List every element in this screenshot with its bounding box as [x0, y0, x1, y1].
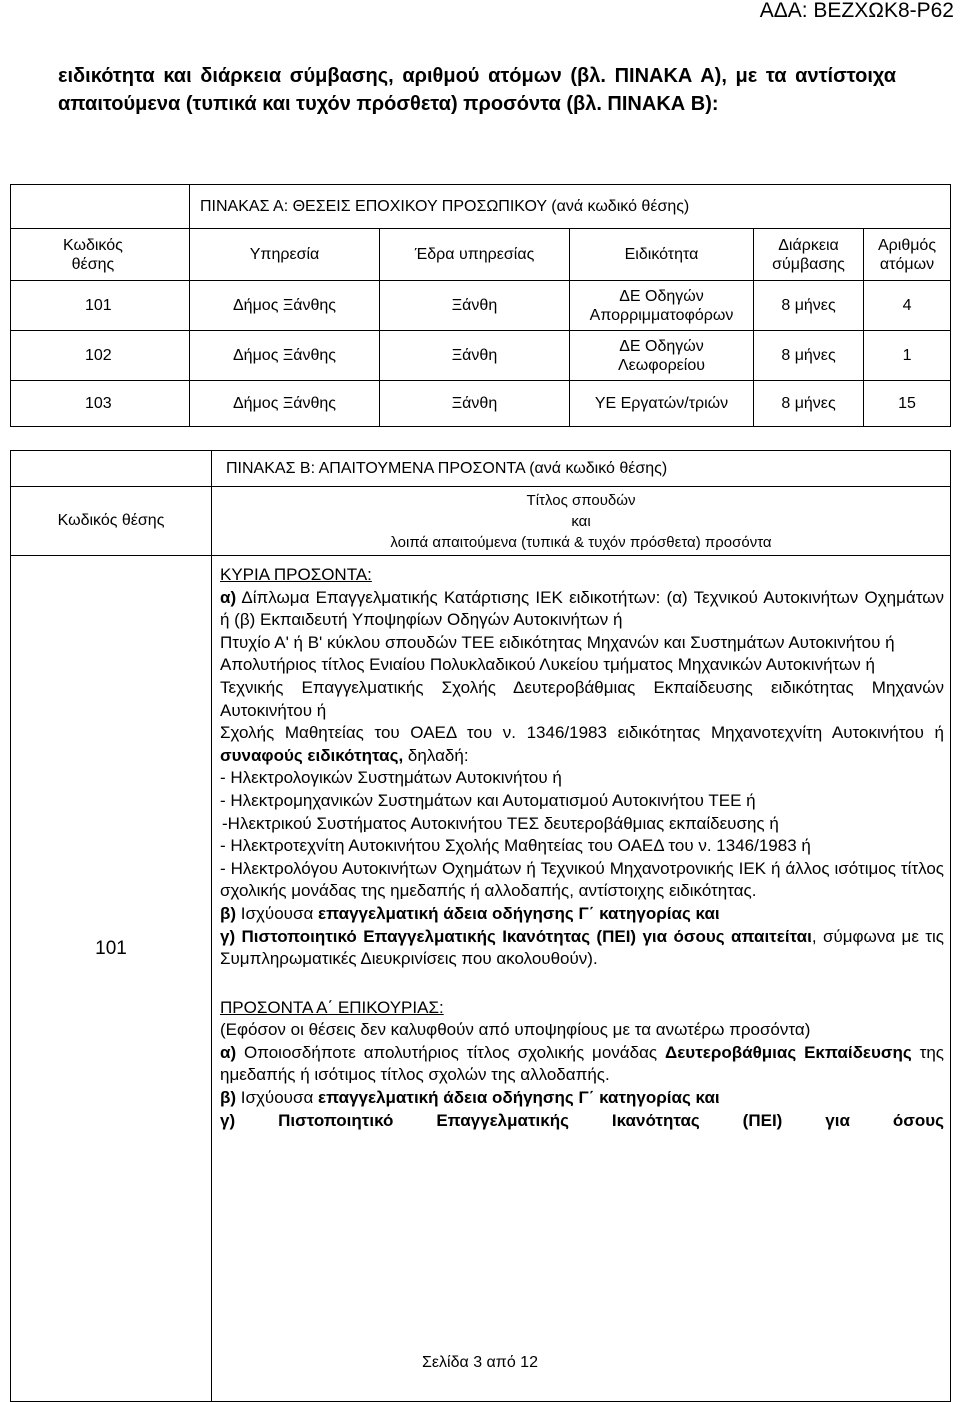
header-count [864, 229, 951, 281]
table-a-header-row [11, 229, 951, 281]
row-duration: 8 μήνες [754, 281, 864, 331]
main-b-pre: Ισχύουσα [240, 903, 314, 923]
header-code-line1: Κωδικός [63, 236, 123, 254]
table-a-title: ΠΙΝΑΚΑΣ Α: ΘΕΣΕΙΣ ΕΠΟΧΙΚΟΥ ΠΡΟΣΩΠΙΚΟΥ (ανά κωδικό θέσης) [190, 185, 951, 229]
row-code: 101 [11, 281, 190, 331]
table-row [11, 331, 951, 381]
table-row [11, 281, 951, 331]
document-code: ΑΔΑ: ΒΕΖΧΩΚ8-Ρ62 [759, 0, 954, 22]
main-a-label: α) [220, 587, 237, 607]
aux-qualification-a [220, 1042, 944, 1087]
header-duration-line1: Διάρκεια [778, 236, 839, 254]
header-duration [754, 229, 864, 281]
list-item: - Ηλεκτρολόγου Αυτοκινήτων Οχημάτων ή Τεχνικού Μηχανοτρονικής ΙΕΚ ή άλλος ισότιμος τίτλος σχολικής μονάδας της ημεδαπής ή αλλοδαπής, αντίστοιχης ειδικότητας. [220, 858, 944, 901]
main-p5-a: Σχολής Μαθητείας του ΟΑΕΔ του ν. 1346/1983 ειδικότητας Μηχανοτεχνίτη Αυτοκινήτου ή [220, 723, 944, 743]
header-code [11, 229, 190, 281]
list-item: - Ηλεκτρολογικών Συστημάτων Αυτοκινήτου ή [220, 768, 562, 788]
table-b-title: ΠΙΝΑΚΑΣ Β: ΑΠΑΙΤΟΥΜΕΝΑ ΠΡΟΣΟΝΤΑ (ανά κωδικό θέσης) [212, 451, 951, 487]
aux-c-bold: Πιστοποιητικό Επαγγελματικής Ικανότητας (ΠΕΙ) για όσους [278, 1110, 944, 1130]
row-seat: Ξάνθη [380, 281, 570, 331]
table-a [10, 184, 951, 427]
header-seat: Έδρα υπηρεσίας [380, 229, 570, 281]
aux-b-bold: επαγγελματική άδεια οδήγησης Γ΄ κατηγορίας και [318, 1088, 720, 1108]
main-b-label: β) [220, 903, 237, 923]
row-specialty-line1: ΔΕ Οδηγών [619, 337, 704, 355]
row-seat: Ξάνθη [380, 381, 570, 427]
row-duration: 8 μήνες [754, 381, 864, 427]
main-qualification-a [220, 587, 944, 632]
aux-a-label: α) [220, 1042, 237, 1062]
row-count: 4 [864, 281, 951, 331]
main-qualification-c [220, 926, 944, 971]
row-count: 1 [864, 331, 951, 381]
main-p5-c: δηλαδή: [407, 745, 469, 765]
main-qualification-p4: Τεχνικής Επαγγελματικής Σχολής Δευτεροβάθμιας Εκπαίδευσης ειδικότητας Μηχανών Αυτοκινήτου ή [220, 677, 944, 720]
main-qualification-p5 [220, 722, 944, 767]
row-code: 103 [11, 381, 190, 427]
qualifications-cell [212, 556, 951, 1402]
main-qualification-p2: Πτυχίο Α' ή Β' κύκλου σπουδών ΤΕΕ ειδικότητας Μηχανών και Συστημάτων Αυτοκινήτου ή [220, 632, 895, 652]
row-specialty-line2: Απορριμματοφόρων [589, 306, 734, 324]
table-a-empty-cell [11, 185, 190, 229]
aux-qualification-b [220, 1087, 944, 1110]
row-seat: Ξάνθη [380, 331, 570, 381]
header-specialty: Ειδικότητα [570, 229, 754, 281]
table-b-header-title-line3: λοιπά απαιτούμενα (τυπικά & τυχόν πρόσθετα) προσόντα [390, 533, 772, 551]
row-specialty: ΥΕ Εργατών/τριών [570, 381, 754, 427]
main-c-bold: Πιστοποιητικό Επαγγελματικής Ικανότητας (ΠΕΙ) για όσους απαιτείται [241, 926, 812, 946]
row-specialty [570, 331, 754, 381]
aux-qualifications-heading: ΠΡΟΣΟΝΤΑ Α΄ ΕΠΙΚΟΥΡΙΑΣ: [220, 997, 444, 1017]
header-service: Υπηρεσία [190, 229, 380, 281]
main-a-text: Δίπλωμα Επαγγελματικής Κατάρτισης ΙΕΚ ειδικοτήτων: (α) Τεχνικού Αυτοκινήτων Οχημάτων ή (β) Εκπαιδευτή Υποψηφίων Οδηγών Αυτοκινήτων ή [220, 587, 944, 630]
page-number: Σελίδα 3 από 12 [422, 1354, 538, 1371]
header-count-line2: ατόμων [879, 255, 935, 273]
row-service: Δήμος Ξάνθης [190, 331, 380, 381]
aux-b-label: β) [220, 1088, 237, 1108]
header-duration-line2: σύμβασης [772, 255, 845, 273]
intro-paragraph: ειδικότητα και διάρκεια σύμβασης, αριθμού ατόμων (βλ. ΠΙΝΑΚΑ Α), με τα αντίστοιχα απαιτούμενα (τυπικά και τυχόν πρόσθετα) προσόντα (βλ. ΠΙΝΑΚΑ Β): [58, 65, 896, 115]
main-c-label: γ) [220, 926, 236, 946]
table-row [11, 381, 951, 427]
main-p5-bold: συναφούς ειδικότητας, [220, 745, 404, 765]
table-b-header-title [212, 487, 951, 556]
aux-c-label: γ) [220, 1110, 236, 1130]
aux-a-pre: Οποιοσδήποτε απολυτήριος τίτλος σχολικής μονάδας [244, 1042, 658, 1062]
aux-a-post: της ημεδαπής ή ισότιμος τίτλος σχολών της αλλοδαπής. [220, 1042, 944, 1085]
table-b-content-row [11, 556, 951, 1402]
main-qualification-p3: Απολυτήριος τίτλος Ενιαίου Πολυκλαδικού Λυκείου τμήματος Μηχανικών Αυτοκινήτων ή [220, 655, 875, 675]
header-code-line2: θέσης [71, 255, 115, 273]
aux-a-bold: Δευτεροβάθμιας Εκπαίδευσης [665, 1042, 912, 1062]
row-duration: 8 μήνες [754, 331, 864, 381]
main-qualification-b [220, 903, 944, 926]
row-service: Δήμος Ξάνθης [190, 281, 380, 331]
aux-intro: (Εφόσον οι θέσεις δεν καλυφθούν από υποψηφίους με τα ανωτέρω προσόντα) [220, 1020, 811, 1040]
main-c-rest: , σύμφωνα με τις Συμπληρωματικές Διευκρινίσεις που ακολουθούν). [220, 926, 944, 969]
row-specialty-line1: ΔΕ Οδηγών [619, 287, 704, 305]
main-b-bold: επαγγελματική άδεια οδήγησης Γ΄ κατηγορίας και [318, 903, 720, 923]
list-item: -Ηλεκτρικού Συστήματος Αυτοκινήτου ΤΕΣ δευτεροβάθμιας εκπαίδευσης ή [222, 813, 779, 833]
row-count: 15 [864, 381, 951, 427]
row-code: 102 [11, 331, 190, 381]
list-item: - Ηλεκτροτεχνίτη Αυτοκινήτου Σχολής Μαθητείας του ΟΑΕΔ του ν. 1346/1983 ή [220, 836, 811, 856]
table-b-row-code: 101 [11, 556, 212, 1402]
table-b-header-row [11, 487, 951, 556]
header-count-line1: Αριθμός [877, 236, 937, 254]
table-b-empty-cell [11, 451, 212, 487]
row-service: Δήμος Ξάνθης [190, 381, 380, 427]
aux-qualification-c [220, 1110, 944, 1133]
row-specialty-line2: Λεωφορείου [617, 356, 706, 374]
table-b-header-title-line2: και [571, 512, 591, 530]
list-item: - Ηλεκτρομηχανικών Συστημάτων και Αυτοματισμού Αυτοκινήτου ΤΕΕ ή [220, 790, 756, 810]
table-b-header-title-line1: Τίτλος σπουδών [526, 491, 636, 509]
row-specialty [570, 281, 754, 331]
main-qualifications-heading: ΚΥΡΙΑ ΠΡΟΣΟΝΤΑ: [220, 565, 372, 584]
table-b [10, 450, 951, 1402]
aux-b-pre: Ισχύουσα [240, 1088, 314, 1108]
table-b-header-code: Κωδικός θέσης [11, 487, 212, 556]
